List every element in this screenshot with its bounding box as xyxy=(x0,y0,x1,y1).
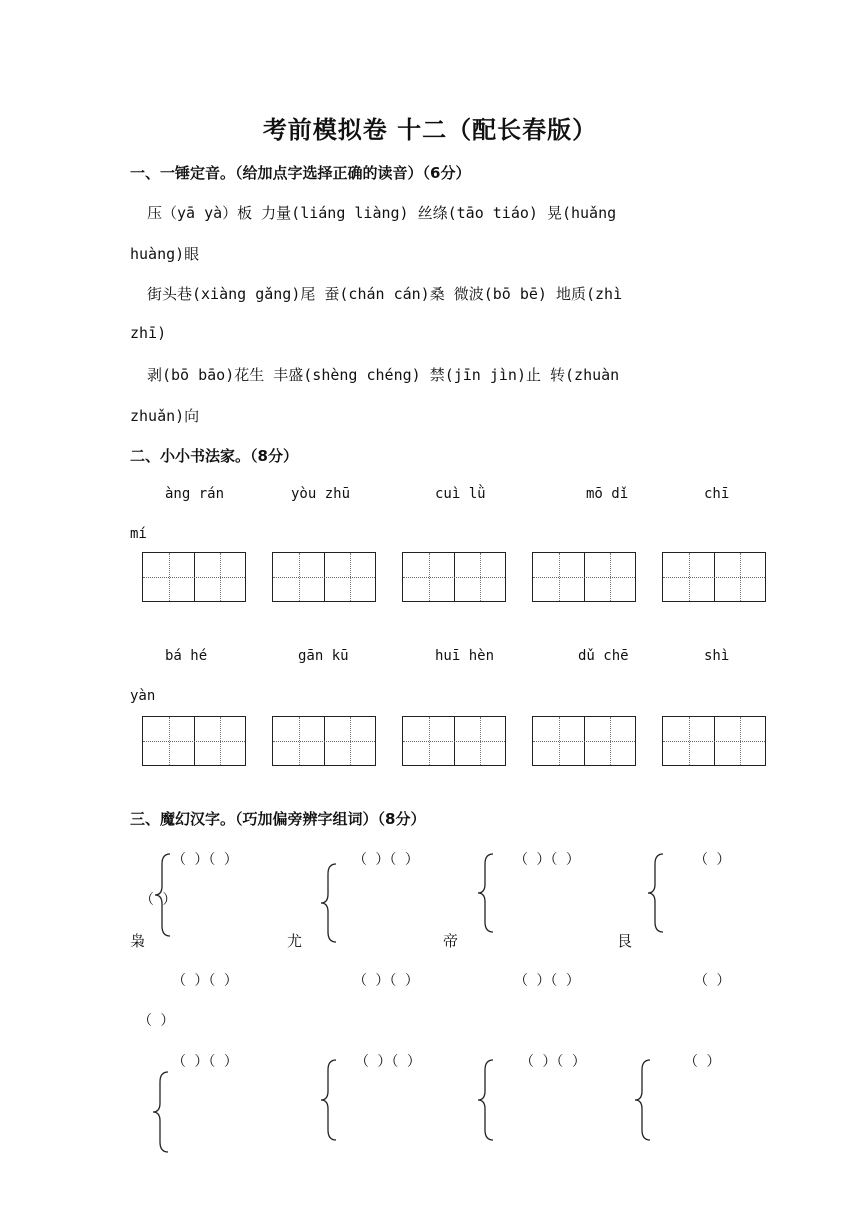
writing-box[interactable] xyxy=(402,716,506,766)
base-character: 尤 xyxy=(287,932,303,950)
left-brace-icon xyxy=(152,852,174,938)
answer-blanks[interactable]: （ ）（ ） xyxy=(172,852,238,868)
pinyin-1-1: àng rán xyxy=(165,486,225,502)
pinyin-1-2: yòu zhū xyxy=(291,486,351,502)
base-character: 艮 xyxy=(617,932,633,950)
section-1-line-1: 压（yā yà）板 力量(liáng liàng) 丝绦(tāo tiáo) 晃(huǎng xyxy=(147,204,617,222)
answer-blanks[interactable]: （ ）（ ） xyxy=(355,1054,421,1070)
pinyin-1-4: mō dǐ xyxy=(586,486,629,502)
section-1-line-2: huàng)眼 xyxy=(130,245,200,263)
section-1-line-5: 剥(bō bāo)花生 丰盛(shèng chéng) 禁(jīn jìn)止 转(zhuàn xyxy=(147,366,620,384)
pinyin-1-5: chī xyxy=(704,486,730,502)
answer-blanks[interactable]: （ ）（ ） xyxy=(514,852,580,868)
left-brace-icon xyxy=(318,1058,340,1142)
page-title: 考前模拟卷 十二（配长春版） xyxy=(262,116,598,144)
pinyin-2-2: gān kū xyxy=(298,648,349,664)
section-3-heading: 三、魔幻汉字。（巧加偏旁辨字组词）（8分） xyxy=(130,810,426,828)
pinyin-1-wrap: mí xyxy=(130,526,147,542)
writing-box[interactable] xyxy=(142,552,246,602)
answer-blank[interactable]: （ ） xyxy=(684,1054,721,1070)
writing-box[interactable] xyxy=(532,552,636,602)
pinyin-2-wrap: yàn xyxy=(130,688,156,704)
left-brace-icon xyxy=(150,1070,172,1154)
left-brace-icon xyxy=(645,852,667,934)
writing-box[interactable] xyxy=(272,552,376,602)
answer-blanks[interactable]: （ ）（ ） xyxy=(514,973,580,989)
writing-box[interactable] xyxy=(402,552,506,602)
answer-blank[interactable]: （ ） xyxy=(138,1013,175,1029)
writing-box[interactable] xyxy=(532,716,636,766)
left-brace-icon xyxy=(475,1058,497,1142)
section-1-line-6: zhuǎn)向 xyxy=(130,407,200,425)
writing-box[interactable] xyxy=(662,716,766,766)
base-character: 枭 xyxy=(130,932,146,950)
section-1-line-4: zhī) xyxy=(130,324,167,342)
pinyin-2-1: bá hé xyxy=(165,648,208,664)
answer-blanks[interactable]: （ ）（ ） xyxy=(172,973,238,989)
left-brace-icon xyxy=(475,852,497,934)
section-2-heading: 二、小小书法家。（8分） xyxy=(130,447,298,465)
left-brace-icon xyxy=(318,862,340,944)
section-1-heading: 一、一锤定音。（给加点字选择正确的读音）（6分） xyxy=(130,164,471,182)
writing-box[interactable] xyxy=(272,716,376,766)
base-character: 帝 xyxy=(443,932,459,950)
pinyin-2-4: dǔ chē xyxy=(578,648,629,664)
answer-blank[interactable]: （ ） xyxy=(694,852,731,868)
answer-blank[interactable]: （ ） xyxy=(694,973,731,989)
answer-blanks[interactable]: （ ）（ ） xyxy=(353,852,419,868)
answer-blanks[interactable]: （ ）（ ） xyxy=(353,973,419,989)
pinyin-2-5: shì xyxy=(704,648,730,664)
answer-blanks[interactable]: （ ）（ ） xyxy=(172,1054,238,1070)
answer-blanks[interactable]: （ ）（ ） xyxy=(520,1054,586,1070)
pinyin-2-3: huī hèn xyxy=(435,648,495,664)
pinyin-1-3: cuì lǜ xyxy=(435,486,486,502)
answer-blank[interactable]: （ ） xyxy=(140,892,177,908)
left-brace-icon xyxy=(632,1058,654,1142)
section-1-line-3: 街头巷(xiàng gǎng)尾 蚕(chán cán)桑 微波(bō bē) 地质(zhì xyxy=(147,285,623,303)
writing-box[interactable] xyxy=(142,716,246,766)
writing-box[interactable] xyxy=(662,552,766,602)
